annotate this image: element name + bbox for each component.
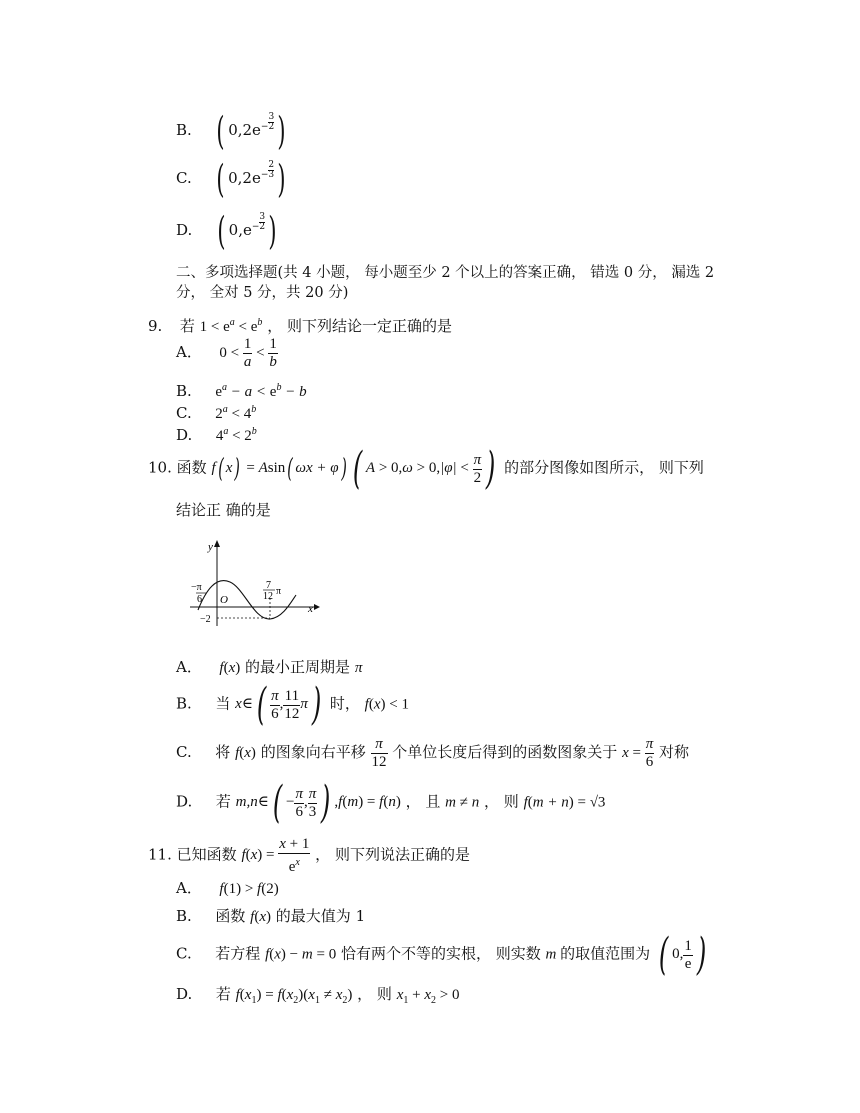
q10-option-c: C. 将 f(x) 的图象向右平移 $\frac{\pi}{12}$ 个单位长度后得到的函数图象关于 x = $\frac{\pi}{6}$ 对称 [176, 736, 690, 770]
q9-option-a: A． 0 < $\frac{1}{a}$ < $\frac{1}{b}$ [176, 336, 277, 370]
seven-twelve-pi-label: 7 [266, 580, 271, 591]
section-header-line1: 二、多项选择题(共 4 小题， 每小题至少 2 个以上的答案正确， 错选 0 分， 漏选 2 [176, 265, 715, 281]
question-number: 10. [148, 458, 172, 477]
origin-label: O [220, 594, 228, 606]
q10-option-b: B. 当 x∈( $\frac{\pi}{6}$ , $\frac{11}{12}$ π) 时， f(x) < 1 [176, 679, 409, 730]
minus-two-label: −2 [200, 614, 211, 625]
option-label: C. [176, 169, 192, 187]
q11-option-b: B. 函数 f(x) 的最大值为 1 [176, 907, 366, 925]
option-c-prev: C. ( 0,2e − $\frac{2}{3}$ ) [176, 157, 286, 201]
question-10-stem-line2: 结论正 确的是 [176, 501, 271, 519]
y-axis-arrow [214, 540, 220, 547]
q11-option-d: D. 若 $f(x_1) = f(x_2)(x_1 \ne x_2)$ ， 则 $x_1 + x_2 > 0$ [176, 985, 460, 1006]
svg-text:π: π [276, 586, 282, 597]
q10-option-d: D. 若 m,n∈( − $\frac{\pi}{6}$ , $\frac{\pi}{3}$ ) ,f(m) = f(n) ， 且 m ≠ n ， 则 f(m + n) = √3 [176, 777, 606, 828]
q11-option-a: A． f(1) > f(2) [176, 879, 279, 897]
q11-option-c: C. 若方程 f(x) − m = 0 恰有两个不等的实根， 则实数 m 的取值范围为 ( 0, $\frac{1}{e}$ ) [176, 929, 707, 980]
question-11-stem: 11. 已知函数 f(x) = $\frac{x + 1}{e^x}$ ， 则下列说法正确的是 [148, 836, 470, 875]
question-number: 11. [148, 845, 172, 864]
svg-text:12: 12 [263, 591, 273, 602]
option-label: B. [176, 121, 192, 139]
option-label: D. [176, 221, 193, 239]
question-9-stem: 9. 若 $1 < e^a < e^b$ ， 则下列结论一定正确的是 [148, 317, 452, 335]
sine-curve [198, 581, 296, 619]
neg-pi-label: −π [191, 582, 202, 593]
x-label: x [308, 603, 313, 615]
svg-text:6: 6 [197, 594, 202, 605]
x-axis-arrow [314, 604, 320, 610]
y-label: y [208, 541, 213, 553]
q9-option-c: C. $2^a < 4^b$ [176, 404, 257, 422]
question-number: 9. [148, 317, 163, 335]
q9-option-d: D. $4^a < 2^b$ [176, 426, 257, 444]
q10-sine-graph [186, 538, 320, 628]
question-10-stem: 10. 函数 f( x) = Asin( ωx + φ) ( A > 0,ω > 0,|φ| < $\frac{\pi}{2}$ ) 的部分图像如图所示， 则下列 [148, 443, 704, 494]
q10-option-a: A． f(x) 的最小正周期是 π [176, 658, 363, 676]
option-d-prev: D. ( 0,e − $\frac{3}{2}$ ) [176, 209, 277, 253]
option-b-prev: B. ( 0,2e − $\frac{3}{2}$ ) [176, 109, 286, 153]
section-header-line2: 分， 全对 5 分，共 20 分) [176, 285, 349, 301]
q9-option-b: B. $e^a - a < e^b - b$ [176, 382, 307, 400]
